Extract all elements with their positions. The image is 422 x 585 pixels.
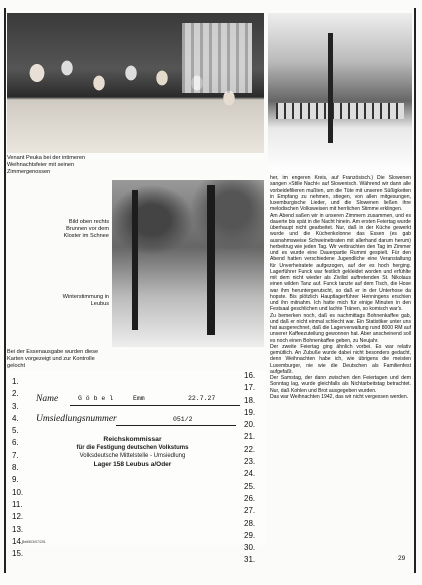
article-paragraph: her, im engeren Kreis, auf Französisch.) Die Slowenen sangen »Stille Nacht« auf Slowenisch. Während wir dann alle vorbeidefilieren mußten, um die Tüte mit unseren Süßigkeiten in Empfang zu nehmen, stiegen, von allen mitgesungen, luxemburgische Lieder, und die Slowenen ließen ihre melodischen Volksweisen mit herrlichen Stimme erklingen. — [270, 175, 411, 213]
day-number: 22. — [244, 444, 256, 454]
article-paragraph: Der zweite Feiertag ging ähnlich vorbei. Es war relativ gemütlich. An Zubuße wurde dabei nicht besonders gedacht, denn Weihnachten habe ich, wie übrigens die meisten Luxemburger, nie wie die Deutschen als Familienfest aufgefaßt. — [270, 343, 411, 375]
card-right-day-numbers — [244, 370, 266, 567]
article-paragraph: Zu bemerken noch, daß es nachmittags Bohnenkaffee gab, und daß er nicht einmal schlecht war. Ein Statistiker unter uns hat ausgerechnet, daß die Lagerverwaltung rund 8000 RM auf unserer Kaffeezuteilung gewonnen hat. Aber anscheinend soll es noch einen Bohnenkaffee geben, zu Neujahr. — [270, 312, 411, 344]
card-date-value: 22.7.27 — [188, 395, 216, 402]
day-number: 30. — [244, 543, 256, 553]
article-paragraph: Der Samstag, der dann zwischen den Feiertagen und dem Sonntag lag, wurde gleichfalls als Nichtarbeitstag betrachtet. Nur, daß Kohlen und Brot ausgegeben wurden. — [270, 375, 411, 394]
card-sex-value: Emm — [133, 395, 145, 402]
day-number: 12. — [12, 512, 24, 522]
stamp-line: für die Festigung deutschen Volkstums — [76, 445, 189, 452]
caption-food-card: Bei der Essenausgabe wurden diese Karten vorgezeigt und zur Kontrolle gelocht — [7, 349, 99, 369]
day-number: 20. — [244, 420, 256, 430]
day-number: 11. — [12, 499, 23, 509]
day-number: 21. — [244, 432, 256, 442]
article-text-column — [270, 175, 411, 400]
card-name-value: G ö b e l — [78, 395, 114, 402]
day-number: 31. — [244, 555, 256, 565]
card-umsiedlung-value: 051/2 — [173, 416, 193, 423]
day-number: 19. — [244, 407, 256, 417]
article-paragraph: Am Abend saßen wir in unseren Zimmern zusammen, und es dauerte bis spät in die Nacht hinein. Am ersten Feiertag wurde überhaupt nicht gearbeitet. Nur, daß in der Küche gewerkt wurde und die Küchenkolonne das Essen (es gab ausnahmsweise Schweinebraten mit allerhand darum herum) herbeitrug wie jeden Tag. Wir verbrachten den Tag im Zimmer und es wurde eine Dauerpartie Rummi gespielt. Für den Abend hatten verschiedene Jugendliche eine Veranstaltung für Unverheiratete aufgezogen, auf der es hoch herging. Lagerführer Funck war festlich gekleidet worden und erfühlte mit dem nicht wieder als Zivilist auftretenden St. Nikolaus einen wilden Tanz auf. Funck tanzte auf dem Tisch, die Hose war ihm heruntergerutscht, so daß er in der Unterhose da hopste. Bis plötzlich Hauptlagerführer Henningens erschien und ihn mitnahm. Ich hatte mich für einige Minuten in den Festsaal geschlichen und lachte Tränen, so komisch war's. — [270, 212, 411, 313]
day-number: 25. — [244, 481, 256, 491]
day-number: 9. — [12, 475, 19, 485]
stamp-line: Volksdeutsche Mittelstelle - Umsiedlung — [79, 453, 186, 460]
stamp-line: Lager 158 Leubus a/Oder — [93, 460, 172, 468]
article-paragraph: Das war Weihnachten 1942, das wir nicht vergessen werden. — [270, 393, 409, 400]
day-number: 16. — [244, 371, 256, 380]
day-number: 24. — [244, 469, 256, 479]
day-number: 27. — [244, 506, 256, 516]
right-border-rule — [414, 8, 416, 573]
page-number: 29 — [398, 555, 406, 562]
day-number: 26. — [244, 493, 256, 503]
day-number: 29. — [244, 530, 256, 540]
day-number: 3. — [12, 401, 19, 411]
day-number: 13. — [12, 524, 24, 534]
caption-group-photo: Venant Peuka bei der intimeren Weihnachtsfeier mit seinen Zimmergenossen — [7, 155, 86, 175]
left-border-rule — [4, 8, 6, 573]
winter-leubus-photo — [112, 180, 264, 347]
day-number: 18. — [244, 395, 256, 405]
day-number: 6. — [12, 438, 19, 448]
caption-fountain-photo: Bild oben rechts Brunnen vor dem Kloster im Schnee — [63, 219, 109, 239]
card-umsiedlung-label: Umsiedlungsnummer — [36, 414, 117, 424]
day-number: 23. — [244, 457, 256, 467]
card-name-line — [70, 405, 240, 406]
fountain-snow-photo — [268, 13, 412, 173]
official-stamp — [60, 436, 205, 469]
meal-ration-card — [8, 370, 266, 565]
stamp-line: Reichskommissar — [103, 436, 162, 443]
day-number: 15. — [12, 549, 24, 559]
card-left-day-numbers — [12, 376, 24, 560]
christmas-party-photo — [7, 13, 264, 153]
caption-winter-photo: Winterstimmung in Leubus — [62, 294, 109, 307]
day-number: 10. — [12, 487, 24, 497]
day-number: 7. — [12, 450, 19, 460]
card-name-label: Name — [36, 394, 59, 404]
day-number: 1. — [12, 377, 19, 386]
card-footer-code: Be6503/07/201 — [22, 540, 46, 544]
day-number: 28. — [244, 518, 256, 528]
day-number: 5. — [12, 426, 19, 436]
day-number: 2. — [12, 389, 19, 399]
day-number: 8. — [12, 463, 19, 473]
day-number: 4. — [12, 413, 19, 423]
card-umsiedlung-line — [116, 425, 236, 426]
day-number: 17. — [244, 383, 256, 393]
day-number: 14. — [12, 536, 24, 546]
